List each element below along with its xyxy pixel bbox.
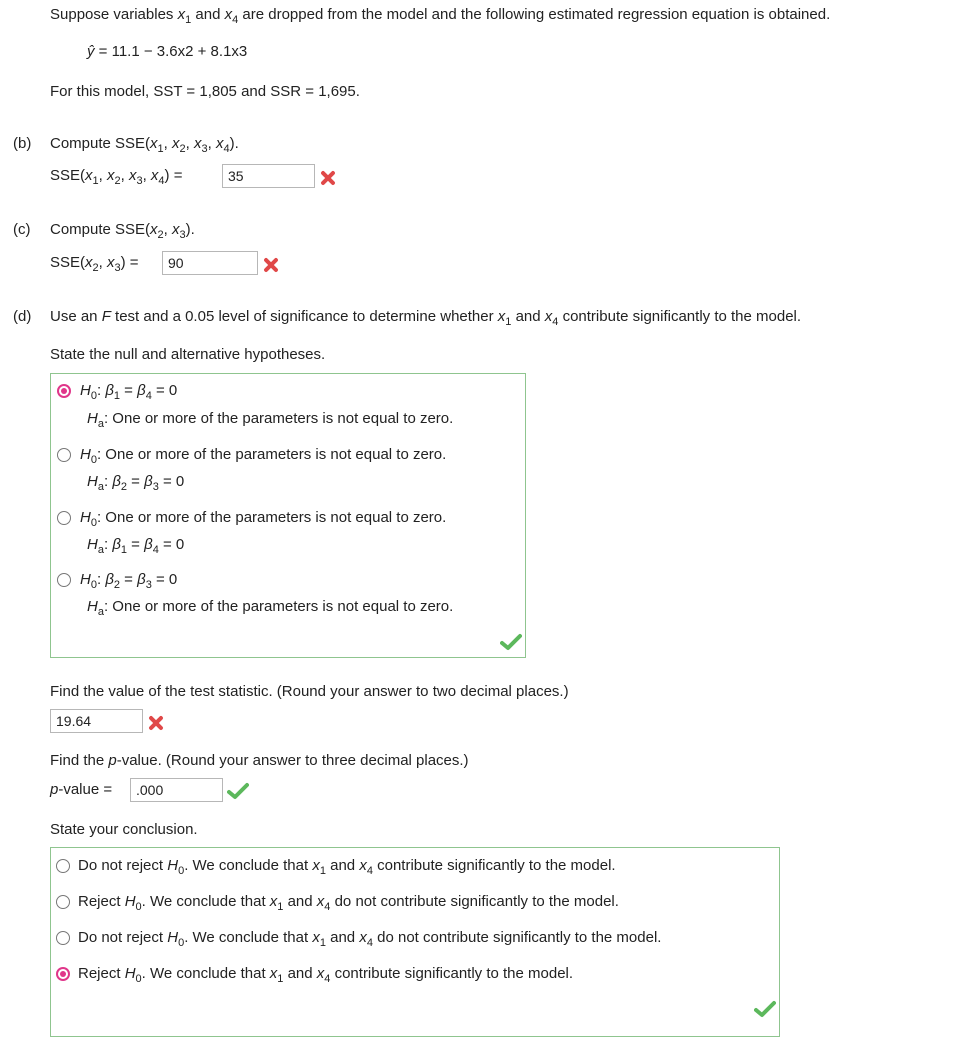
hypotheses-prompt: State the null and alternative hypotheses.	[50, 346, 326, 363]
correct-check-icon	[227, 782, 249, 800]
conclusion-option-1-radio[interactable]	[56, 859, 70, 873]
hypothesis-option-3-h0: $H_0$: One or more of the parameters is not equal to zero.	[80, 509, 447, 529]
regression-equation: ŷ = 11.1 − 3.6x2 + 8.1x3	[87, 43, 248, 60]
pvalue-label: p-value =	[50, 781, 113, 798]
pvalue-input[interactable]	[130, 778, 223, 802]
hypothesis-option-4-ha: $H_a$: One or more of the parameters is not equal to zero.	[87, 598, 454, 618]
part-c-field-label: $SSE(x_2$, $x_3$) =	[50, 254, 139, 274]
hypothesis-option-1-h0: $H_0$: $\beta_1 = \beta_4 = 0$	[80, 382, 178, 402]
conclusion-option-2-radio[interactable]	[56, 895, 70, 909]
hypothesis-option-4-h0: $H_0$: $\beta_2 = \beta_3 = 0$	[80, 571, 178, 591]
sse-reduced-input[interactable]	[162, 251, 258, 275]
conclusion-option-2-text: Reject $H_0$. We conclude that $x_1$ and $x_4$ do not contribute significantly to the model.	[78, 893, 619, 913]
hypothesis-option-3-radio[interactable]	[57, 511, 71, 525]
incorrect-x-icon	[318, 168, 338, 188]
intro-text: Suppose variables $x_1$ and $x_4$ are dropped from the model and the following estimated regression equation is obtained.	[50, 6, 831, 26]
hypothesis-option-2-radio[interactable]	[57, 448, 71, 462]
part-d-label: (d)	[13, 308, 32, 325]
part-c-prompt: Compute $SSE(x_2$, $x_3$).	[50, 221, 195, 241]
conclusion-prompt: State your conclusion.	[50, 821, 198, 838]
part-d-prompt: Use an F test and a 0.05 level of significance to determine whether $x_1$ and $x_4$ contribute significantly to the model.	[50, 308, 802, 328]
hypothesis-option-4-radio[interactable]	[57, 573, 71, 587]
hypothesis-option-3-ha: $H_a$: $\beta_1 = \beta_4 = 0$	[87, 536, 185, 556]
hypothesis-option-2-ha: $H_a$: $\beta_2 = \beta_3 = 0$	[87, 473, 185, 493]
test-statistic-input[interactable]	[50, 709, 143, 733]
statistic-prompt: Find the value of the test statistic. (Round your answer to two decimal places.)	[50, 683, 569, 700]
hypothesis-option-1-ha: $H_a$: One or more of the parameters is not equal to zero.	[87, 410, 454, 430]
part-c-label: (c)	[13, 221, 31, 238]
sse-full-input[interactable]	[222, 164, 315, 188]
part-b-label: (b)	[13, 135, 32, 152]
hypothesis-option-1-radio[interactable]	[57, 384, 71, 398]
incorrect-x-icon	[146, 713, 166, 733]
conclusion-option-1-text: Do not reject $H_0$. We conclude that $x_1$ and $x_4$ contribute significantly to the model.	[78, 857, 616, 877]
conclusion-option-4-radio[interactable]	[56, 967, 70, 981]
correct-check-icon	[754, 1000, 776, 1018]
conclusion-option-3-text: Do not reject $H_0$. We conclude that $x_1$ and $x_4$ do not contribute significantly to the model.	[78, 929, 662, 949]
correct-check-icon	[500, 633, 522, 651]
conclusion-option-3-radio[interactable]	[56, 931, 70, 945]
part-b-field-label: $SSE(x_1$, $x_2$, $x_3$, $x_4$) =	[50, 167, 183, 187]
sst-ssr-text: For this model, SST = 1,805 and SSR = 1,695.	[50, 83, 360, 100]
hypothesis-option-2-h0: $H_0$: One or more of the parameters is not equal to zero.	[80, 446, 447, 466]
conclusion-option-4-text: Reject $H_0$. We conclude that $x_1$ and $x_4$ contribute significantly to the model.	[78, 965, 574, 985]
part-b-prompt: Compute $SSE(x_1$, $x_2$, $x_3$, $x_4$).	[50, 135, 239, 155]
pvalue-prompt: Find the p-value. (Round your answer to three decimal places.)	[50, 752, 469, 769]
incorrect-x-icon	[261, 255, 281, 275]
